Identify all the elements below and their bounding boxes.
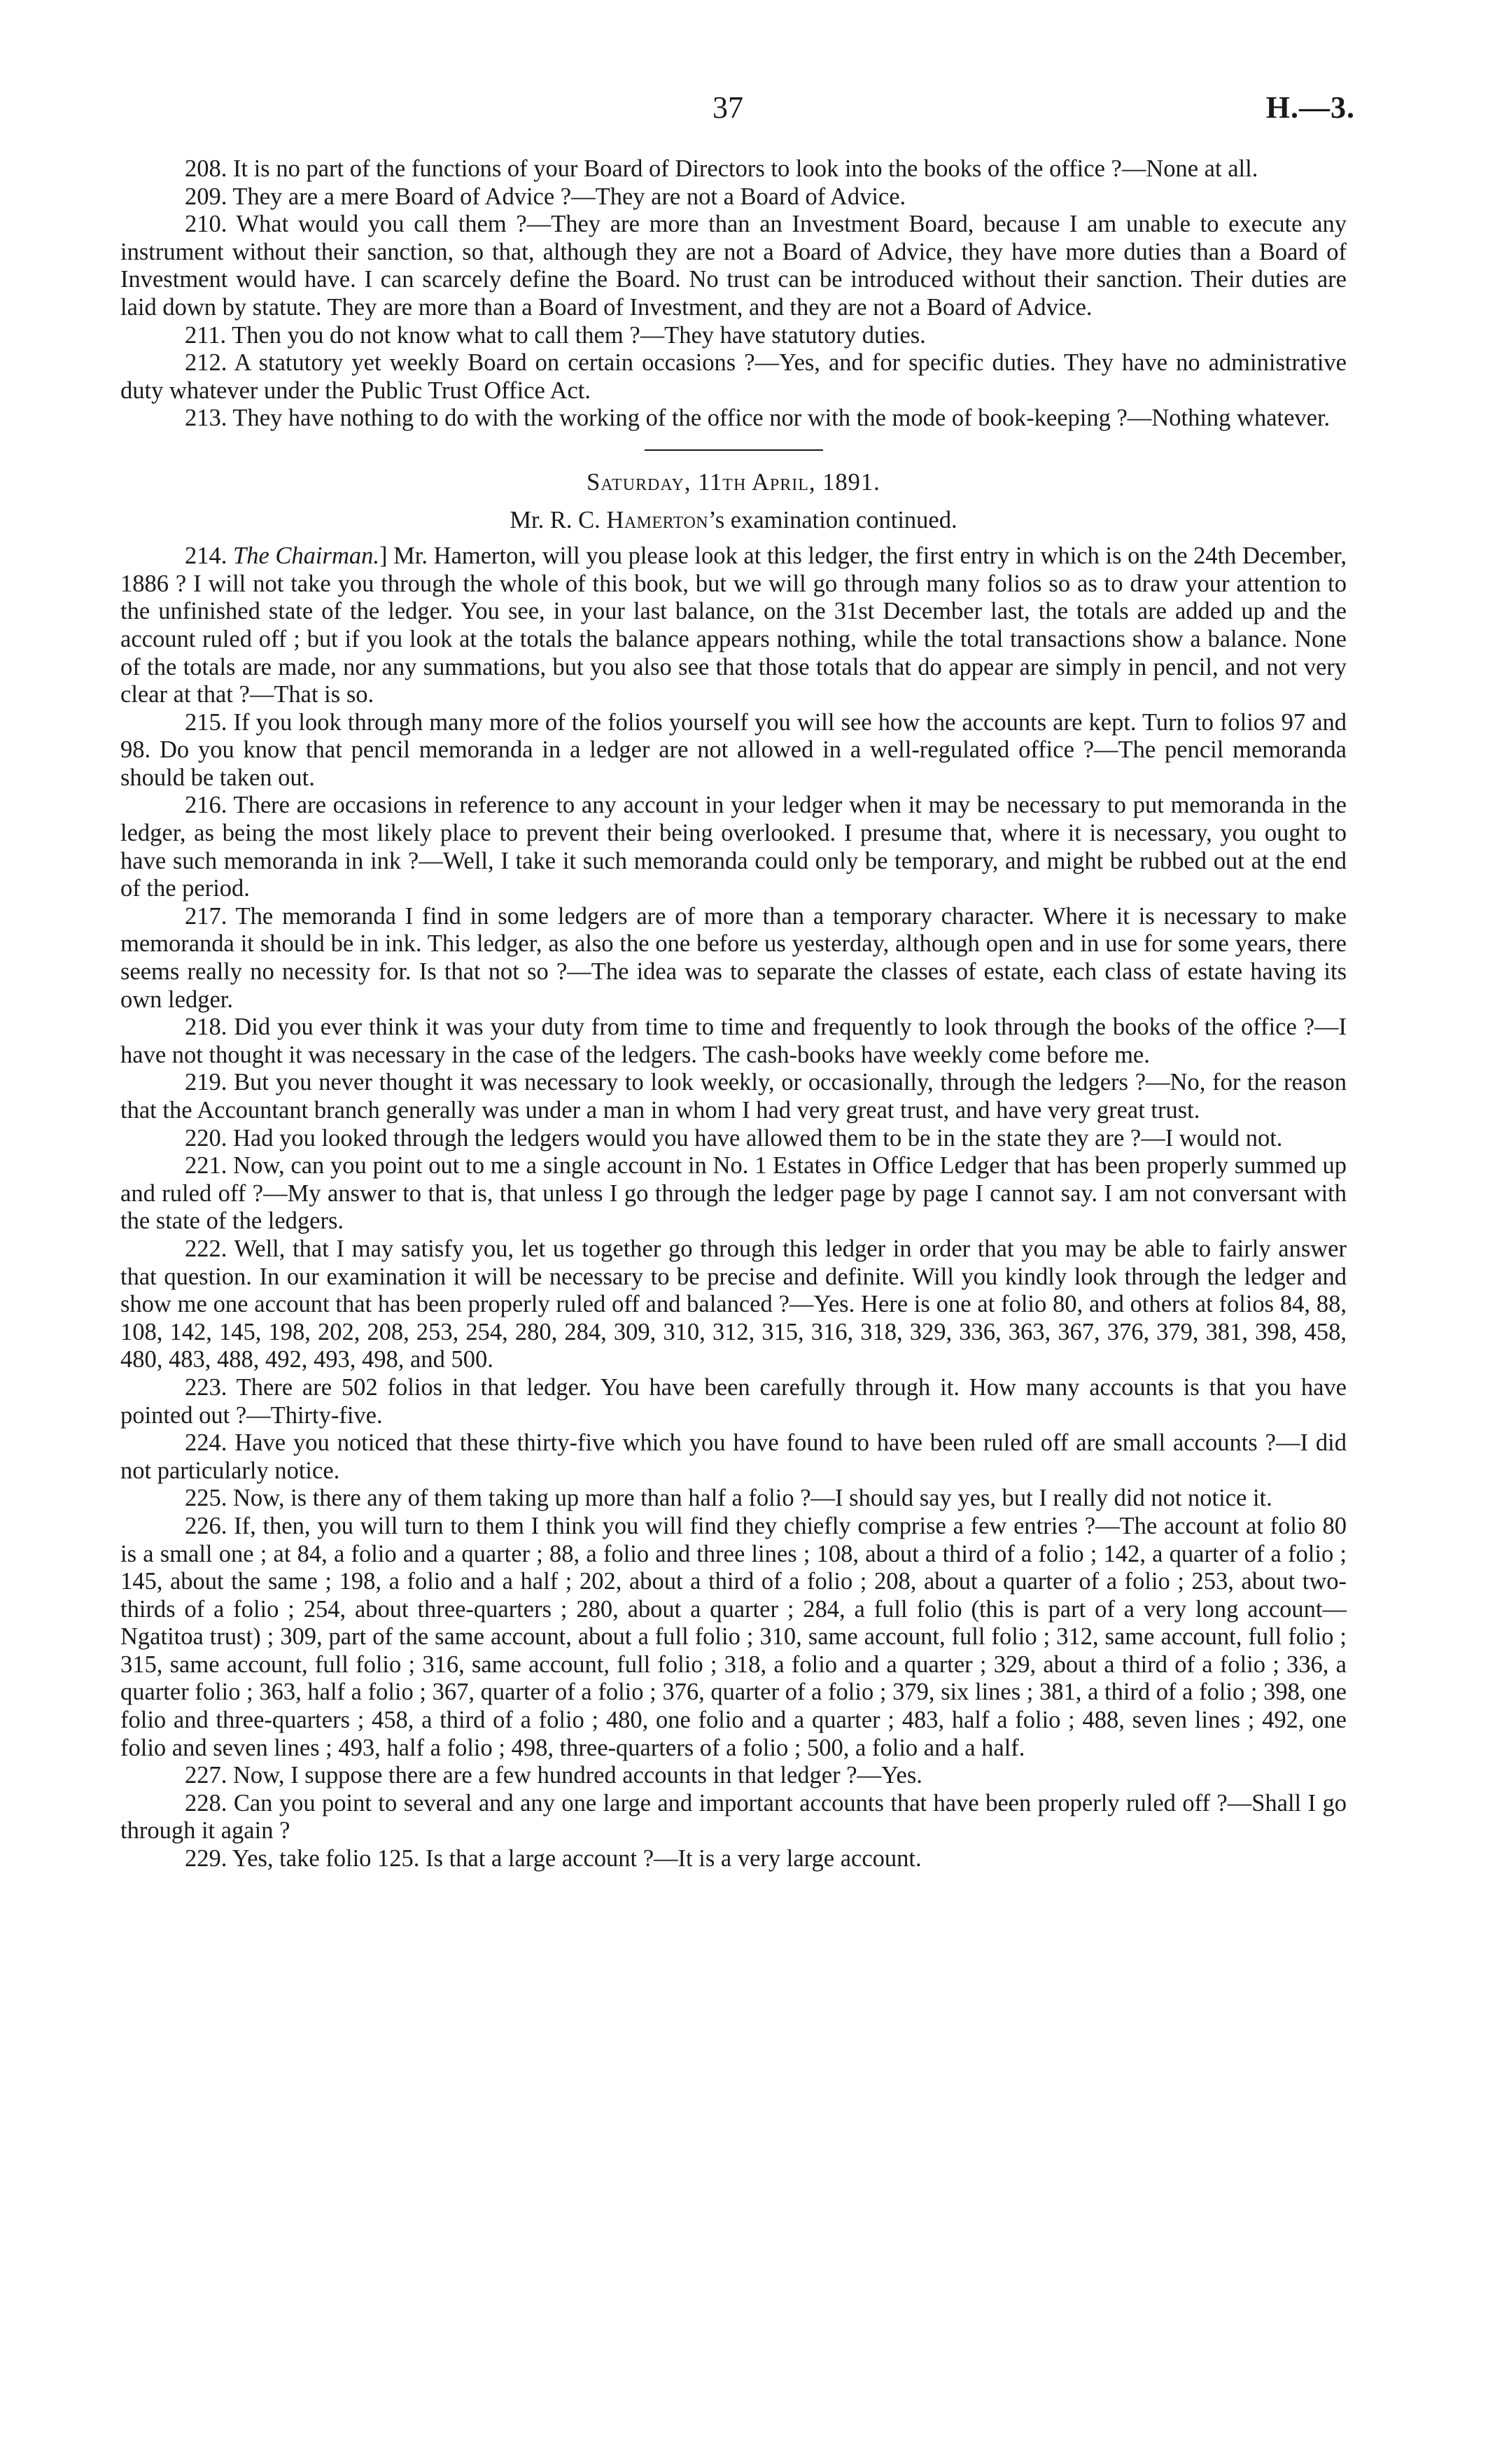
paragraph-text: They have nothing to do with the working of the office nor with the mode of book-keeping ?—Nothing whatever. [232,405,1331,432]
question-number: 208. [185,155,227,182]
examination-suffix: ’s examination continued. [708,506,957,533]
paragraph-text: Did you ever think it was your duty from time to time and frequently to look through the books of the office ?—I have not thought it was necessary in the case of the ledgers. The cash-books have weekly come before me. [120,1014,1347,1068]
question-number: 228. [185,1789,227,1816]
question-number: 218. [185,1014,227,1041]
question-number: 216. [185,792,227,819]
question-number: 225. [185,1485,227,1512]
paragraph-text: Now, I suppose there are a few hundred accounts in that ledger ?—Yes. [233,1762,922,1789]
paragraph-text: Well, that I may satisfy you, let us together go through this ledger in order that you may be able to fairly answer that question. In our examination it will be necessary to be precise and definite. Will you kindly look through the ledger and show me one account that has been properly ruled off and balanced ?—Yes. Here is one at folio 80, and others at folios 84, 88, 108, 142, 145, 198, 202, 208, 253, 254, 280, 284, 309, 310, 312, 315, 316, 318, 329, 336, 363, 367, 376, 379, 381, 398, 458, 480, 483, 488, 492, 493, 498, and 500. [120,1235,1347,1373]
paragraph-text: Then you do not know what to call them ?—They have statutory duties. [232,321,926,349]
question-number: 209. [185,183,227,210]
page-number: 37 [713,90,743,125]
paragraph-220 [120,1125,1347,1153]
paragraph-text: If you look through many more of the folios yourself you will see how the accounts are kept. Turn to folios 97 and 98. Do you know that pencil memoranda in a ledger are not allowed in a well-regulated office ?—The pencil memoranda should be taken out. [120,708,1347,791]
witness-name: Hamerton [606,506,709,533]
question-number: 212. [185,349,227,377]
examination-heading [120,507,1347,535]
paragraph-229 [120,1845,1347,1873]
question-number: 210. [185,211,227,238]
question-number: 219. [185,1069,227,1096]
paragraph-text: Now, is there any of them taking up more than half a folio ?—I should say yes, but I really did not notice it. [233,1485,1272,1512]
paragraph-227 [120,1762,1347,1790]
question-number: 222. [185,1235,227,1262]
question-number: 226. [185,1512,227,1539]
section-divider [645,449,823,451]
question-number: 220. [185,1124,227,1152]
paragraph-text: Have you noticed that these thirty-five which you have found to have been ruled off are small accounts ?—I did not particularly notice. [120,1429,1347,1484]
paragraph-217 [120,903,1347,1014]
question-number: 211. [185,321,227,349]
paragraph-text: Had you looked through the ledgers would you have allowed them to be in the state they are ?—I would not. [233,1124,1283,1152]
paragraph-223 [120,1374,1347,1429]
paragraph-text: But you never thought it was necessary to look weekly, or occasionally, through the ledgers ?—No, for the reason that the Accountant branch generally was under a man in whom I had very great trust, and have very great trust. [120,1069,1347,1124]
question-number: 213. [185,405,227,432]
speaker-label: The Chairman. [233,542,379,570]
paragraph-text: A statutory yet weekly Board on certain occasions ?—Yes, and for specific duties. They have no administrative duty whatever under the Public Trust Office Act. [120,349,1347,404]
paragraph-225 [120,1485,1347,1513]
paragraph-222 [120,1236,1347,1374]
question-number: 229. [185,1845,227,1872]
paragraph-209 [120,183,1347,211]
paragraph-215 [120,709,1347,792]
document-body [120,155,1347,1873]
paragraph-224 [120,1429,1347,1485]
question-number: 217. [185,902,227,930]
paragraph-214 [120,542,1347,709]
question-number: 224. [185,1429,227,1457]
paragraph-218 [120,1014,1347,1069]
question-number: 215. [185,708,227,736]
paragraph-text: Now, can you point out to me a single account in No. 1 Estates in Office Ledger that has been properly summed up and ruled off ?—My answer to that is, that unless I go through the ledger page by page I cannot say. I am not conversant with the state of the ledgers. [120,1152,1347,1235]
question-number: 214. [185,542,227,570]
paragraph-text: What would you call them ?—They are more than an Investment Board, because I am unable to execute any instrument without their sanction, so that, although they are not a Board of Advice, they have more duties than a Board of Investment would have. I can scarcely define the Board. No trust can be introduced without their sanction. Their duties are laid down by statute. They are more than a Board of Investment, and they are not a Board of Advice. [120,211,1347,321]
question-number: 227. [185,1762,227,1789]
paragraph-text: There are occasions in reference to any account in your ledger when it may be necessary to put memoranda in the ledger, as being the most likely place to prevent their being overlooked. I presume that, where it is necessary, you ought to have such memoranda in ink ?—Well, I take it such memoranda could only be temporary, and might be rubbed out at the end of the period. [120,792,1347,902]
paragraph-208 [120,155,1347,183]
paragraph-text: The memoranda I find in some ledgers are of more than a temporary character. Where it is necessary to make memoranda it should be in ink. This ledger, as also the one before us yesterday, although open and in use for some years, there seems really no necessity for. Is that not so ?—The idea was to separate the classes of estate, each class of estate having its own ledger. [120,902,1347,1013]
session-date: Saturday, 11th April, 1891. [587,468,880,496]
paragraph-213 [120,405,1347,433]
paragraph-text: Can you point to several and any one large and important accounts that have been properly ruled off ?—Shall I go through it again ? [120,1789,1347,1844]
paragraph-text: Yes, take folio 125. Is that a large account ?—It is a very large account. [232,1845,922,1872]
document-reference: H.—3. [1265,90,1355,125]
paragraph-226 [120,1513,1347,1762]
paragraph-text: If, then, you will turn to them I think you will find they chiefly comprise a few entries ?—The account at folio 80 is a small one ; at 84, a folio and a quarter ; 88, a folio and three lines ; 108, about a third of a folio ; 142, a quarter of a folio ; 145, about the same ; 198, a folio and a half ; 202, about a third of a folio ; 208, about a quarter of a folio ; 253, about two-thirds of a folio ; 254, about three-quarters ; 280, about a quarter ; 284, a full folio (this is part of a very long account—Ngatitoa trust) ; 309, part of the same account, about a full folio ; 310, same account, full folio ; 312, same account, full folio ; 315, same account, full folio ; 316, same account, full folio ; 318, a folio and a quarter ; 329, about a third of a folio ; 336, a quarter folio ; 363, half a folio ; 367, quarter of a folio ; 376, quarter of a folio ; 379, six lines ; 381, a third of a folio ; 398, one folio and three-quarters ; 458, a third of a folio ; 480, one folio and a quarter ; 483, half a folio ; 488, seven lines ; 492, one folio and seven lines ; 493, half a folio ; 498, three-quarters of a folio ; 500, a folio and a half. [120,1512,1347,1761]
paragraph-text: It is no part of the functions of your Board of Directors to look into the books of the office ?—None at all. [233,155,1258,182]
question-number: 221. [185,1152,227,1180]
paragraph-text: ] Mr. Hamerton, will you please look at this ledger, the first entry in which is on the 24th December, 1886 ? I will not take you through the whole of this book, but we will go through many folios so as to draw your attention to the unfinished state of the ledger. You see, in your last balance, on the 31st December last, the totals are added up and the account ruled off ; but if you look at the totals the balance appears nothing, while the total transactions show a balance. None of the totals are made, nor any summations, but you also see that those totals that do appear are simply in pencil, and not very clear at that ?—That is so. [120,542,1347,708]
question-number: 223. [185,1373,227,1401]
paragraph-text: There are 502 folios in that ledger. You have been carefully through it. How many accounts is that you have pointed out ?—Thirty-five. [120,1373,1347,1429]
paragraph-text: They are a mere Board of Advice ?—They are not a Board of Advice. [232,183,906,210]
paragraph-216 [120,792,1347,902]
paragraph-221 [120,1152,1347,1236]
page-header [0,90,1488,132]
paragraph-212 [120,349,1347,405]
paragraph-211 [120,322,1347,350]
paragraph-210 [120,211,1347,321]
paragraph-228 [120,1790,1347,1845]
paragraph-219 [120,1069,1347,1124]
examination-prefix: Mr. R. C. [510,506,607,533]
